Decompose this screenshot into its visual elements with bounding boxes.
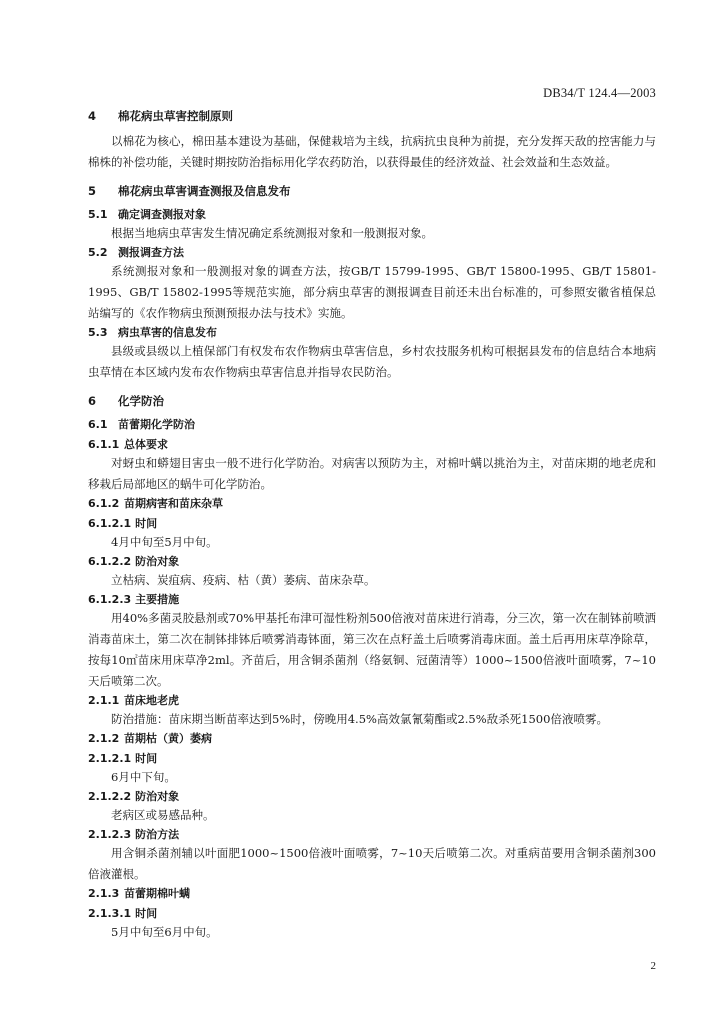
subsection-title: 防治对象 [135,555,180,568]
subsection-title: 确定调查测报对象 [118,208,206,221]
subsection-number: 6.1.1 [88,438,120,451]
standard-code: DB34/T 124.4—2003 [543,86,656,100]
subsection-number: 6.1.2.2 [88,555,132,568]
subsection-6-1-2-3-paragraph: 用40%多菌灵胶悬剂或70%甲基托布津可湿性粉剂500倍液对苗床进行消毒，分三次，第一次在制钵前喷洒消毒苗床土，第二次在制钵排钵后喷雾消毒钵面，第三次在点籽盖土后喷雾消毒床面。盖土后再用床草净除草，按每10㎡苗床用床草净2ml。齐苗后，用含铜杀菌剂（络氨铜、冠菌清等）1000~1500倍液叶面喷雾，7~10天后喷第二次。 [88,611,656,688]
section-number: 4 [88,109,97,123]
subsection-title: 总体要求 [124,438,168,451]
section-title: 棉花病虫草害控制原则 [118,109,233,123]
subsection-heading-2-1-3-1 [88,905,656,922]
subsection-title: 时间 [135,752,158,765]
subsection-6-1-2-2-paragraph: 立枯病、炭疽病、疫病、枯（黄）萎病、苗床杂草。 [111,573,376,587]
section-title: 化学防治 [118,394,164,408]
subsection-number: 2.1.2.3 [88,828,132,841]
subsection-number: 6.1.2 [88,497,120,510]
subsection-heading-5-2 [88,244,656,261]
section-heading-6 [88,393,656,410]
subsection-2-1-2-3-paragraph: 用含铜杀菌剂辅以叶面肥1000~1500倍液叶面喷雾，7~10天后喷第二次。对重病苗要用含铜杀菌剂300倍液灌根。 [88,846,656,881]
subsection-heading-2-1-1 [88,692,656,709]
subsection-number: 2.1.2.1 [88,752,132,765]
subsection-heading-2-1-2-3 [88,826,656,843]
section-heading-5 [88,183,656,200]
subsection-title: 病虫草害的信息发布 [118,326,217,339]
subsection-heading-2-1-3 [88,885,656,902]
subsection-title: 苗期病害和苗床杂草 [124,497,223,510]
subsection-2-1-2-1-paragraph: 6月中下旬。 [111,770,176,784]
section-heading-4 [88,108,656,125]
subsection-heading-6-1 [88,416,656,433]
subsection-title: 防治方法 [135,828,180,841]
subsection-heading-2-1-2-2 [88,788,656,805]
subsection-title: 测报调查方法 [118,246,184,259]
subsection-number: 6.1.2.1 [88,517,132,530]
subsection-heading-6-1-1 [88,436,656,453]
subsection-number: 6.1 [88,418,108,431]
document-body [88,108,656,943]
subsection-number: 2.1.3.1 [88,907,132,920]
subsection-heading-5-3 [88,324,656,341]
subsection-2-1-1-paragraph: 防治措施：苗床期当断苗率达到5%时，傍晚用4.5%高效氯氰菊酯或2.5%敌杀死1500倍液喷雾。 [111,712,608,726]
subsection-number: 5.2 [88,246,108,259]
subsection-title: 苗床地老虎 [124,694,179,707]
subsection-number: 2.1.2 [88,732,120,745]
subsection-number: 2.1.2.2 [88,790,132,803]
subsection-2-1-3-1-paragraph: 5月中旬至6月中旬。 [111,925,218,939]
subsection-heading-5-1 [88,206,656,223]
subsection-title: 时间 [135,907,158,920]
subsection-5-2-paragraph: 系统测报对象和一般测报对象的调查方法，按GB/T 15799-1995、GB/T 15800-1995、GB/T 15801-1995、GB/T 15802-1995等规范实施，部分病虫草害的测报调查目前还未出台标准的，可参照安徽省植保总站编写的《农作物病虫预测预报办法与技术》实施。 [88,264,656,320]
subsection-heading-2-1-2-1 [88,750,656,767]
subsection-title: 苗蕾期棉叶螨 [124,887,190,900]
subsection-title: 时间 [135,517,158,530]
section-4-paragraph: 以棉花为核心，棉田基本建设为基础，保健栽培为主线，抗病抗虫良种为前提，充分发挥天敌的控害能力与棉株的补偿功能，关键时期按防治指标用化学农药防治，以获得最佳的经济效益、社会效益和生态效益。 [88,134,656,169]
subsection-number: 6.1.2.3 [88,593,132,606]
section-title: 棉花病虫草害调查测报及信息发布 [118,184,291,198]
subsection-heading-6-1-2-3 [88,591,656,608]
subsection-heading-2-1-2 [88,730,656,747]
subsection-title: 防治对象 [135,790,180,803]
subsection-2-1-2-2-paragraph: 老病区或易感品种。 [111,808,215,822]
subsection-5-3-paragraph: 县级或县级以上植保部门有权发布农作物病虫草害信息，乡村农技服务机构可根据县发布的信息结合本地病虫草情在本区域内发布农作物病虫草害信息并指导农民防治。 [88,344,656,379]
subsection-heading-6-1-2-1 [88,515,656,532]
subsection-title: 苗蕾期化学防治 [118,418,195,431]
page-number: 2 [650,960,656,972]
section-number: 6 [88,394,97,408]
subsection-5-1-paragraph: 根据当地病虫草害发生情况确定系统测报对象和一般测报对象。 [111,226,433,240]
section-number: 5 [88,184,97,198]
subsection-title: 苗期枯（黄）萎病 [124,732,212,745]
subsection-heading-6-1-2-2 [88,553,656,570]
subsection-number: 2.1.3 [88,887,120,900]
subsection-number: 5.1 [88,208,108,221]
subsection-heading-6-1-2 [88,495,656,512]
subsection-6-1-1-paragraph: 对蚜虫和蟒翅目害虫一般不进行化学防治。对病害以预防为主，对棉叶螨以挑治为主，对苗床期的地老虎和移栽后局部地区的蜗牛可化学防治。 [88,456,656,491]
subsection-title: 主要措施 [135,593,180,606]
subsection-number: 5.3 [88,326,108,339]
subsection-6-1-2-1-paragraph: 4月中旬至5月中旬。 [111,535,218,549]
subsection-number: 2.1.1 [88,694,120,707]
